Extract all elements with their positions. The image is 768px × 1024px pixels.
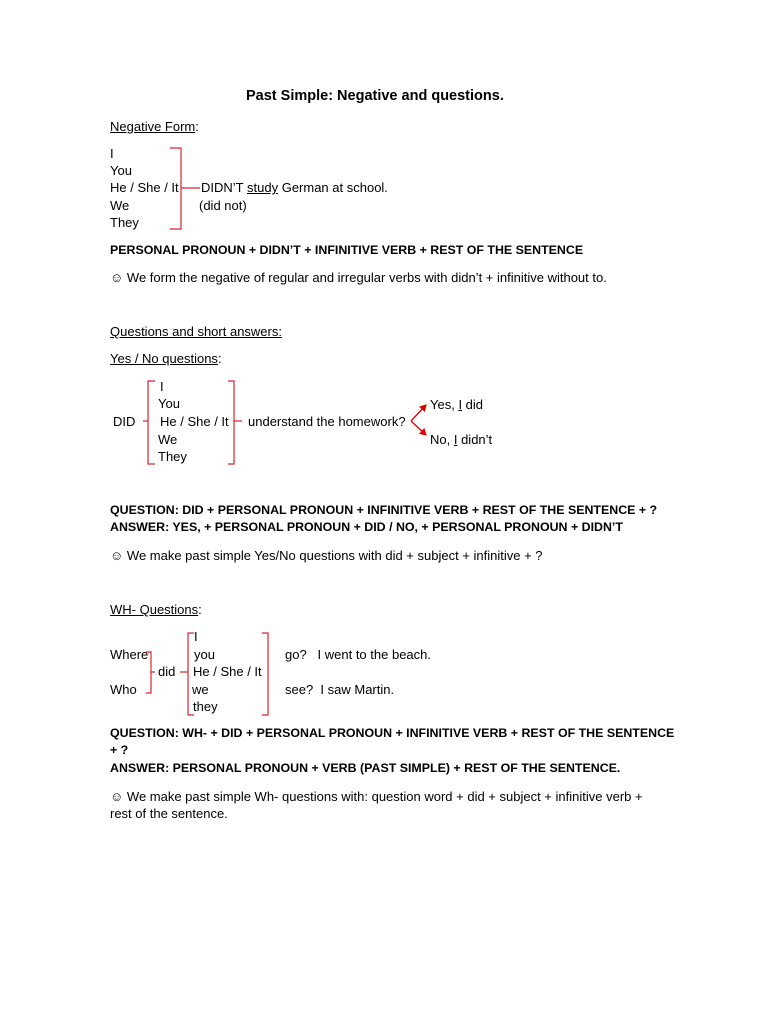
- wh-pronoun-he-she-it: He / She / It: [193, 664, 262, 679]
- wh-line-go: go? I went to the beach.: [285, 647, 431, 662]
- neg-pronoun-you: You: [110, 163, 132, 178]
- yesno-left-bracket: [148, 381, 155, 464]
- yesno-pronoun-we: We: [158, 432, 178, 447]
- yes-pre: Yes,: [430, 397, 459, 412]
- neg-tip-text: We form the negative of regular and irregular verbs with didn’t + infinitive without to.: [126, 270, 607, 285]
- wh-pronoun-we: we: [192, 682, 209, 697]
- questions-heading: Questions and short answers:: [110, 324, 282, 339]
- yes-pronoun: I: [458, 397, 463, 412]
- yesno-pronoun-you: You: [158, 396, 180, 411]
- neg-verb: study: [247, 180, 279, 195]
- negative-heading-colon: :: [195, 119, 199, 134]
- yesno-heading-label: Yes / No questions: [110, 351, 218, 366]
- neg-pronoun-he-she-it: He / She / It: [110, 180, 179, 195]
- wh-line-see: see? I saw Martin.: [285, 682, 395, 697]
- smiley-icon: ☺: [110, 548, 124, 563]
- wh-pronoun-they: they: [193, 699, 218, 714]
- smiley-icon: ☺: [110, 789, 124, 804]
- negative-heading-label: Negative Form: [110, 119, 196, 134]
- wh-pronoun-i: I: [194, 629, 198, 644]
- wh-heading-colon: :: [198, 602, 202, 617]
- no-pronoun: I: [453, 432, 458, 447]
- neg-pronoun-we: We: [110, 198, 130, 213]
- wh-words-bracket: [146, 652, 155, 693]
- neg-pronoun-i: I: [110, 146, 114, 161]
- wh-word-who: Who: [110, 682, 137, 697]
- yesno-tip-text: We make past simple Yes/No questions with did + subject + infinitive + ?: [126, 548, 543, 563]
- yesno-rest: understand the homework?: [248, 414, 406, 429]
- arrow-to-no: [411, 421, 426, 435]
- neg-rest: German at school.: [281, 180, 388, 195]
- neg-bracket: [170, 148, 200, 229]
- yesno-pronoun-i: I: [160, 379, 164, 394]
- arrow-to-yes: [411, 405, 426, 421]
- wh-tip-cont: rest of the sentence.: [110, 806, 228, 821]
- yesno-heading-colon: :: [217, 351, 222, 366]
- yes-post: did: [462, 397, 484, 412]
- neg-pronoun-they: They: [110, 215, 139, 230]
- neg-rule: PERSONAL PRONOUN + DIDN’T + INFINITIVE VERB + REST OF THE SENTENCE: [110, 243, 584, 257]
- wh-tip-text: We make past simple Wh- questions with: question word + did + subject + infinitive verb +: [126, 789, 643, 804]
- yesno-rule-question: QUESTION: DID + PERSONAL PRONOUN + INFINITIVE VERB + REST OF THE SENTENCE + ?: [110, 503, 658, 517]
- yesno-pronoun-he-she-it: He / She / It: [160, 414, 229, 429]
- wh-rule-answer: ANSWER: PERSONAL PRONOUN + VERB (PAST SIMPLE) + REST OF THE SENTENCE.: [110, 761, 621, 775]
- neg-did-not: (did not): [199, 198, 247, 213]
- yesno-right-bracket: [228, 381, 242, 464]
- wh-left-bracket: [188, 633, 194, 715]
- yesno-pronoun-they: They: [158, 449, 187, 464]
- wh-rule-question: QUESTION: WH- + DID + PERSONAL PRONOUN + INFINITIVE VERB + REST OF THE SENTENCE: [110, 726, 675, 740]
- wh-rule-question-cont: + ?: [110, 743, 129, 757]
- wh-word-where: Where: [110, 647, 149, 662]
- neg-didnt: DIDN’T: [201, 180, 244, 195]
- smiley-icon: ☺: [110, 270, 124, 285]
- wh-aux: did: [158, 664, 176, 679]
- yesno-aux: DID: [113, 414, 136, 429]
- wh-right-bracket: [262, 633, 268, 715]
- wh-pronoun-you: you: [194, 647, 215, 662]
- yesno-rule-answer: ANSWER: YES, + PERSONAL PRONOUN + DID / NO, + PERSONAL PRONOUN + DIDN’T: [110, 520, 623, 534]
- wh-heading-label: WH- Questions: [110, 602, 199, 617]
- page-title: Past Simple: Negative and questions.: [246, 88, 504, 104]
- no-pre: No,: [430, 432, 454, 447]
- no-post: didn’t: [457, 432, 493, 447]
